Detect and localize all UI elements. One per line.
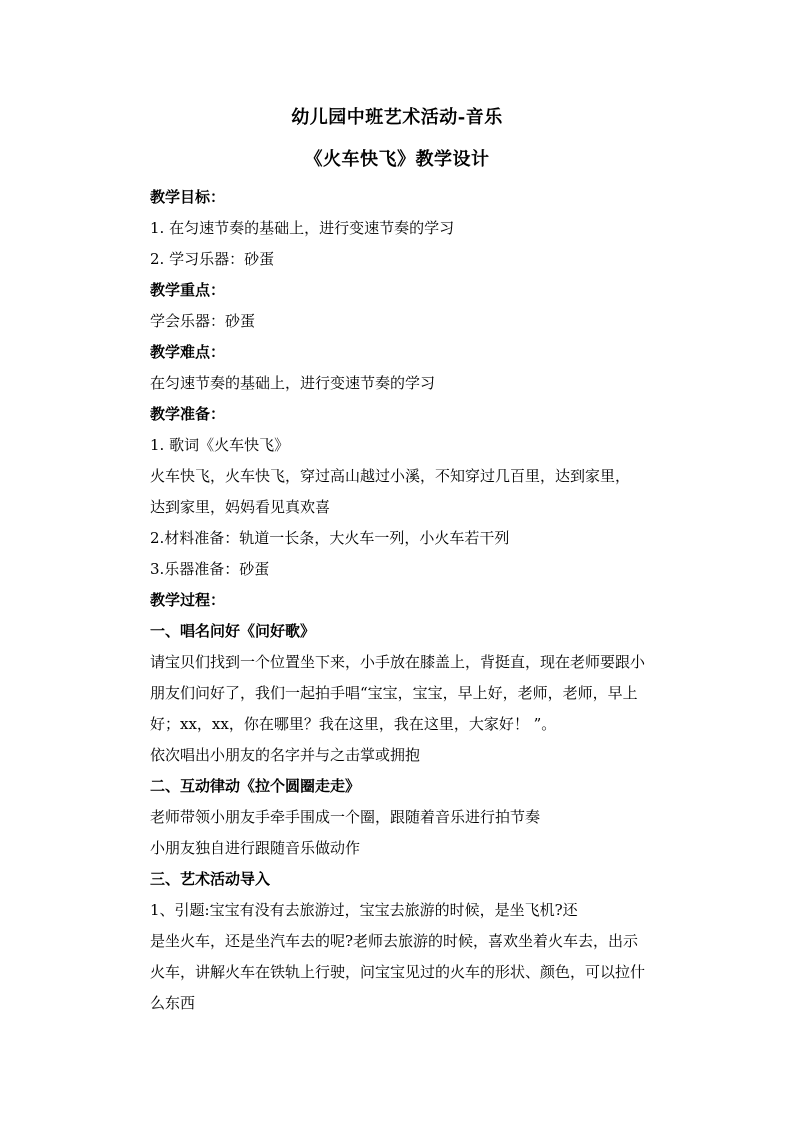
paragraph-line: 老师带领小朋友手牵手围成一个圈，跟随着音乐进行拍节奏: [150, 808, 541, 826]
section-heading: 教学目标：: [150, 188, 226, 206]
section-heading: 教学过程：: [150, 591, 226, 609]
paragraph-line: 1. 歌词《火车快飞》: [150, 436, 290, 454]
paragraph-line: 2.材料准备：轨道一长条，大火车一列，小火车若干列: [150, 529, 510, 547]
section-heading: 二、互动律动《拉个圆圈走走》: [150, 777, 361, 795]
section-heading: 教学重点：: [150, 281, 226, 299]
paragraph-line: 2. 学习乐器：砂蛋: [150, 250, 275, 268]
paragraph-line: 学会乐器：砂蛋: [150, 312, 256, 330]
paragraph-line: 火车，讲解火车在铁轨上行驶，问宝宝见过的火车的形状、颜色，可以拉什: [150, 963, 646, 981]
paragraph-line: 小朋友独自进行跟随音乐做动作: [150, 839, 361, 857]
paragraph-line: 是坐火车，还是坐汽车去的呢?老师去旅游的时候，喜欢坐着火车去，出示: [150, 932, 639, 950]
paragraph-line: 好；xx，xx，你在哪里？我在这里，我在这里，大家好！ ”。: [150, 715, 557, 733]
paragraph-line: 3.乐器准备：砂蛋: [150, 560, 270, 578]
section-heading: 一、唱名问好《问好歌》: [150, 622, 316, 640]
paragraph-line: 请宝贝们找到一个位置坐下来，小手放在膝盖上，背挺直，现在老师要跟小: [150, 653, 646, 671]
paragraph-line: 火车快飞，火车快飞，穿过高山越过小溪，不知穿过几百里，达到家里，: [150, 467, 631, 485]
paragraph-line: 朋友们问好了，我们一起拍手唱“宝宝，宝宝，早上好，老师，老师，早上: [150, 684, 638, 702]
paragraph-line: 1. 在匀速节奏的基础上，进行变速节奏的学习: [150, 219, 455, 237]
document-subtitle: 《火车快飞》教学设计: [304, 149, 490, 170]
section-heading: 教学难点：: [150, 343, 226, 361]
paragraph-line: 在匀速节奏的基础上，进行变速节奏的学习: [150, 374, 436, 392]
section-heading: 三、艺术活动导入: [150, 870, 271, 888]
paragraph-line: 依次唱出小朋友的名字并与之击掌或拥抱: [150, 746, 421, 764]
section-heading: 教学准备：: [150, 405, 226, 423]
paragraph-line: 达到家里，妈妈看见真欢喜: [150, 498, 331, 516]
paragraph-line: 么东西: [150, 994, 196, 1012]
document-body: [150, 182, 684, 1019]
document-title: 幼儿园中班艺术活动-音乐: [291, 107, 503, 128]
paragraph-line: 1、引题:宝宝有没有去旅游过，宝宝去旅游的时候，是坐飞机?还: [150, 901, 578, 919]
